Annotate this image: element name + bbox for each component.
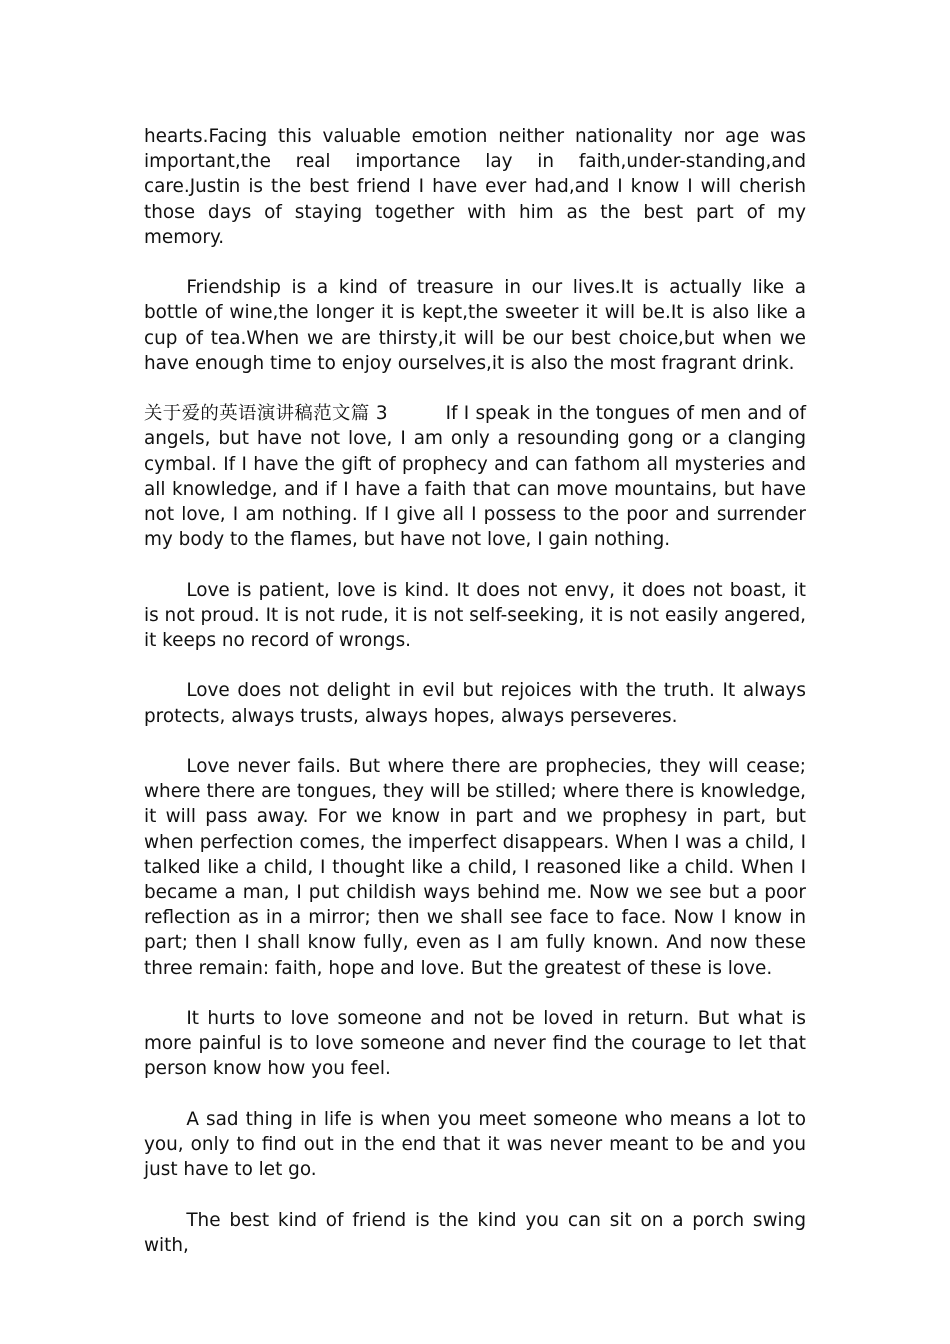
paragraph-love-never-fails: Love never fails. But where there are prophecies, they will cease; where there are tongues, they will be stilled; where there is knowledge, it will pass away. For we know in part and we prophesy in part, but when perfection comes, the imperfect disappears. When I was a child, I talked like a child, I thought like a child, I reasoned like a child. When I became a man, I put childish ways behind me. Now we see but a poor reflection as in a mirror; then we shall see face to face. Now I know in part; then I shall know fully, even as I am fully known. And now these three remain: faith, hope and love. But the greatest of these is love.	[144, 756, 806, 979]
paragraph-love-patient: Love is patient, love is kind. It does not envy, it does not boast, it is not proud. It is not rude, it is not self-seeking, it is not easily angered, it keeps no record of wrongs.	[144, 579, 806, 652]
paragraph-love-delight: Love does not delight in evil but rejoices with the truth. It always protects, always trusts, always hopes, always perseveres.	[144, 680, 806, 727]
paragraph-best-friend: The best kind of friend is the kind you can sit on a porch swing with,	[144, 1209, 806, 1256]
paragraph-2: Friendship is a kind of treasure in our lives.It is actually like a bottle of wine,the longer it is kept,the sweeter it will be.It is also like a cup of tea.When we are thirsty,it will be our best choice,but when we have enough time to enjoy ourselves,it is also the most fragrant drink.	[144, 277, 806, 374]
document-body	[144, 124, 806, 1283]
paragraph-1: hearts.Facing this valuable emotion neither nationality nor age was important,the real importance lay in faith,under-standing,and care.Justin is the best friend I have ever had,and I know I will cherish those days of staying together with him as the best part of my memory.	[144, 126, 806, 248]
section-heading: 关于爱的英语演讲稿范文篇 3	[144, 403, 388, 425]
paragraph-sad-thing: A sad thing in life is when you meet someone who means a lot to you, only to find out in the end that it was never meant to be and you just have to let go.	[144, 1108, 806, 1181]
paragraph-hurts: It hurts to love someone and not be loved in return. But what is more painful is to love someone and never find the courage to let that person know how you feel.	[144, 1008, 806, 1080]
section-paragraph	[144, 401, 806, 552]
section-lead-text: If I speak in the tongues of men and of angels, but have not love, I am only a resounding gong or a clanging cymbal. If I have the gift of prophecy and can fathom all mysteries and all knowledge, and if I have a faith that can move mountains, but have not love, I am nothing. If I give all I possess to the poor and surrender my body to the flames, but have not love, I gain nothing.	[144, 403, 806, 551]
